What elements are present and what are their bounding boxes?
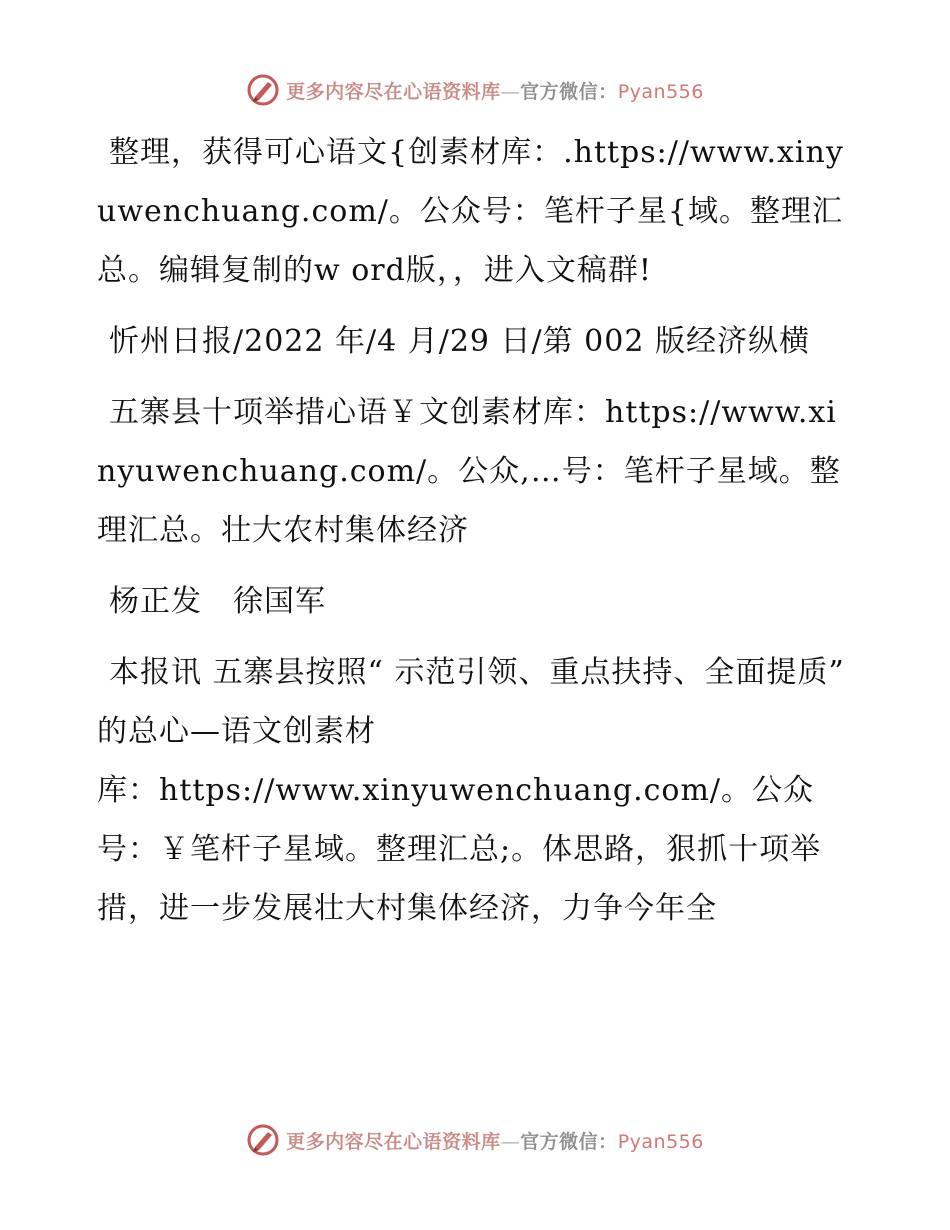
banner-wechat-label: 官方微信：: [520, 1130, 618, 1153]
banner-wechat-label: 官方微信：: [520, 80, 618, 103]
banner-wechat-id: Pyan556: [617, 1130, 704, 1153]
paragraph-intro: 整理，获得可心语文{创素材库：.https://www.xinyuwenchuang.com/。公众号：笔杆子星{域。整理汇总。编辑复制的w ord版，，进入文稿群!: [97, 135, 844, 288]
banner-main-text: 更多内容尽在心语资料库: [286, 80, 501, 103]
paragraph-body-start: 本报讯 五寨县按照“ 示范引领、重点扶持、全面提质” 的总心—语文创素材: [97, 655, 856, 749]
pen-seal-logo-icon: [246, 1123, 280, 1157]
paragraph-source-line: 忻州日报/2022 年/4 月/29 日/第 002 版经济纵横: [109, 324, 810, 359]
footer-banner: [0, 1120, 950, 1160]
banner-wechat-id: Pyan556: [617, 80, 704, 103]
header-banner-inner: [246, 73, 704, 107]
paragraph-body-continued: 库：https://www.xinyuwenchuang.com/。公众号：￥笔杆子星域。整理汇总;。体思路，狠抓十项举措，进一步发展壮大村集体经济，力争今年全: [97, 773, 822, 926]
paragraph-authors: 杨正发 徐国军: [109, 584, 326, 619]
pen-seal-logo-icon: [246, 73, 280, 107]
banner-main-text: 更多内容尽在心语资料库: [286, 1130, 501, 1153]
header-banner: [0, 70, 950, 110]
header-banner-text: [286, 77, 704, 104]
footer-banner-inner: [246, 1123, 704, 1157]
banner-dash: —: [500, 80, 521, 103]
banner-dash: —: [500, 1130, 521, 1153]
paragraph-headline: 五寨县十项举措心语￥文创素材库：https://www.xinyuwenchuang.com/。公众,…号：笔杆子星域。整理汇总。壮大农村集体经济: [97, 395, 841, 548]
footer-banner-text: [286, 1127, 704, 1154]
document-body: [97, 123, 857, 950]
